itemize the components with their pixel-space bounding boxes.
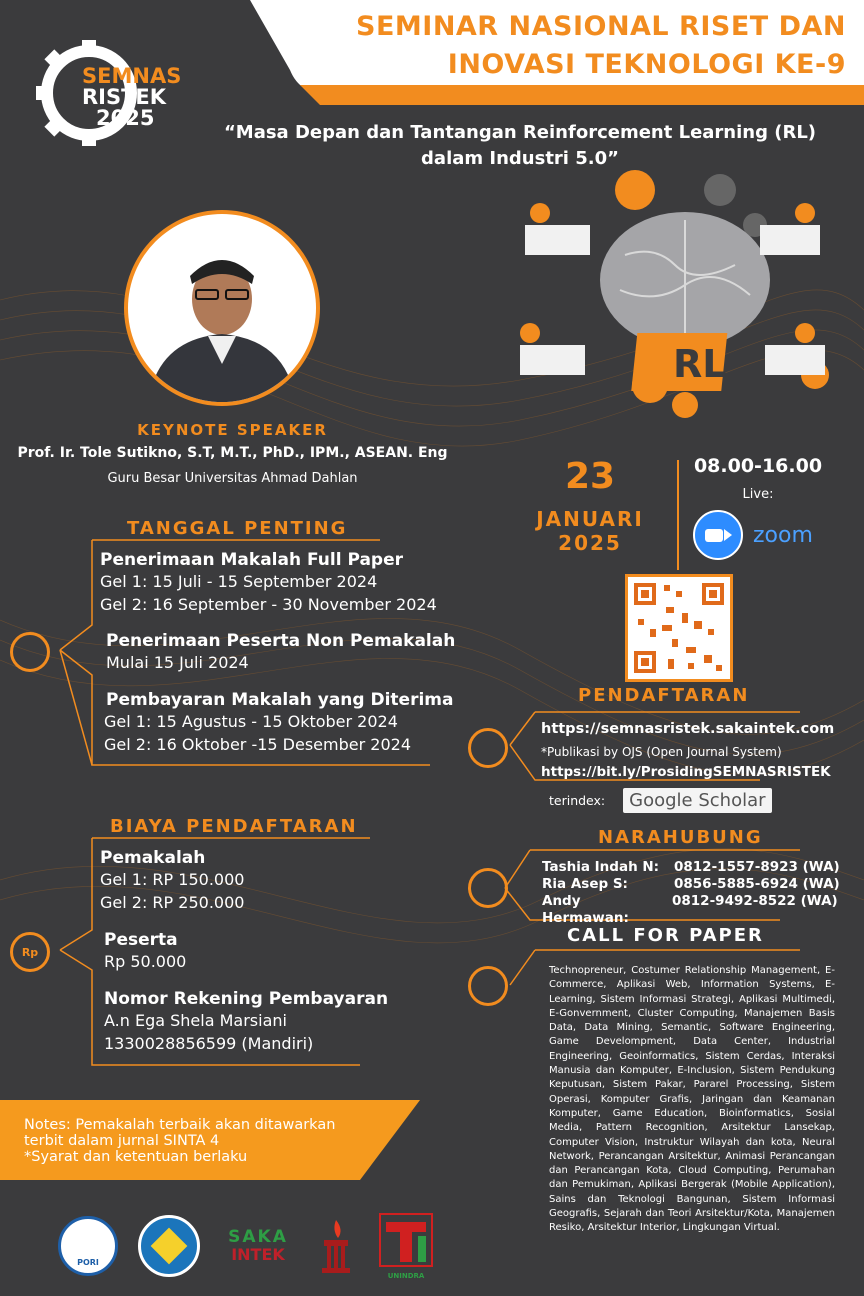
tp-item2-line1: Mulai 15 Juli 2024 <box>106 653 249 672</box>
notes-line2: terbit dalam jurnal SINTA 4 <box>24 1133 220 1149</box>
event-time: 08.00-16.00 <box>693 455 823 477</box>
speaker-silhouette <box>128 214 316 402</box>
rupiah-gear-icon <box>10 932 50 972</box>
contact2-phone[interactable]: 0856-5885-6924 (WA) <box>674 876 840 892</box>
event-month: JANUARI <box>536 507 644 531</box>
ojs-note: *Publikasi by OJS (Open Journal System) <box>541 745 782 759</box>
registration-url[interactable]: https://semnasristek.sakaintek.com <box>541 721 835 737</box>
rl-brain-illustration <box>505 165 835 420</box>
narahubung-title: NARAHUBUNG <box>598 827 763 848</box>
zoom-text: zoom <box>753 522 813 548</box>
contact1-name: Tashia Indah N: <box>542 859 660 875</box>
pendaftaran-title: PENDAFTARAN <box>578 685 750 706</box>
date-divider <box>677 460 679 570</box>
biaya-item3-line2: 1330028856599 (Mandiri) <box>104 1034 314 1053</box>
unindra-logo-text: UNINDRA <box>387 1272 425 1280</box>
zoom-logo[interactable] <box>693 510 813 560</box>
rupiah-icon-label: Rp <box>21 945 39 959</box>
biaya-item2-heading: Peserta <box>104 930 178 950</box>
logo-line3: 2025 <box>96 106 155 130</box>
semnas-emblem-logo <box>316 1216 356 1276</box>
rl-badge: RL <box>673 342 727 386</box>
live-label: Live: <box>742 487 774 502</box>
pori-logo-text: PORI <box>77 1258 99 1267</box>
saka-logo-top: SAKA <box>228 1227 288 1247</box>
contact1-phone[interactable]: 0812-1557-8923 (WA) <box>674 859 840 875</box>
tp-item3-heading: Pembayaran Makalah yang Diterima <box>106 690 454 710</box>
unindra-logo <box>376 1212 436 1280</box>
semnas-ristek-logo <box>34 38 184 148</box>
biaya-title: BIAYA PENDAFTARAN <box>110 816 358 837</box>
biaya-item1-line2: Gel 2: RP 250.000 <box>100 893 245 912</box>
tp-item2-heading: Penerimaan Peserta Non Pemakalah <box>106 631 456 651</box>
speaker-photo <box>124 210 320 406</box>
google-scholar-badge[interactable]: Google Scholar <box>623 788 771 813</box>
qr-code[interactable] <box>625 574 733 682</box>
tanggal-penting-title: TANGGAL PENTING <box>127 518 348 539</box>
biaya-item1-heading: Pemakalah <box>100 848 206 868</box>
torch-emblem-icon <box>316 1216 356 1276</box>
biaya-item2-line1: Rp 50.000 <box>104 952 187 971</box>
event-day: 23 <box>564 456 616 497</box>
calendar-gear-icon <box>10 632 50 672</box>
qr-pattern <box>628 577 730 679</box>
contact3-name: Andy Hermawan: <box>542 893 629 926</box>
globe-gear-icon <box>468 728 508 768</box>
tut-wuri-logo <box>138 1215 200 1277</box>
pori-logo <box>58 1216 118 1276</box>
tp-item3-line2: Gel 2: 16 Oktober -15 Desember 2024 <box>104 735 411 754</box>
tp-item3-line1: Gel 1: 15 Agustus - 15 Oktober 2024 <box>104 712 398 731</box>
saka-logo-bottom: INTEK <box>231 1245 285 1264</box>
unindra-emblem-icon <box>378 1212 434 1268</box>
zoom-icon <box>693 510 743 560</box>
proceeding-url[interactable]: https://bit.ly/ProsidingSEMNASRISTEK <box>541 764 831 780</box>
keynote-affiliation: Guru Besar Universitas Ahmad Dahlan <box>107 471 358 486</box>
logo-line2: RISTEK <box>82 85 167 109</box>
event-year: 2025 <box>558 531 622 555</box>
theme-line2: dalam Industri 5.0” <box>421 148 619 169</box>
phone-gear-icon <box>468 868 508 908</box>
saka-intek-logo <box>220 1228 296 1264</box>
tp-item1-line2: Gel 2: 16 September - 30 November 2024 <box>100 595 437 614</box>
biaya-item3-line1: A.n Ega Shela Marsiani <box>104 1011 287 1030</box>
document-gear-icon <box>468 966 508 1006</box>
keynote-label: KEYNOTE SPEAKER <box>137 421 328 439</box>
contact3-phone[interactable]: 0812-9492-8522 (WA) <box>672 893 838 909</box>
title-line2: INOVASI TEKNOLOGI KE-9 <box>447 49 846 80</box>
keynote-name: Prof. Ir. Tole Sutikno, S.T, M.T., PhD., IPM., ASEAN. Eng <box>17 445 448 461</box>
biaya-item1-line1: Gel 1: RP 150.000 <box>100 870 245 889</box>
call-for-paper-title: CALL FOR PAPER <box>567 925 764 946</box>
notes-line3: *Syarat dan ketentuan berlaku <box>24 1149 248 1165</box>
tp-item1-line1: Gel 1: 15 Juli - 15 September 2024 <box>100 572 378 591</box>
title-line1: SEMINAR NASIONAL RISET DAN <box>356 11 846 42</box>
biaya-item3-heading: Nomor Rekening Pembayaran <box>104 989 389 1009</box>
contact2-name: Ria Asep S: <box>542 876 628 892</box>
logo-line1: SEMNAS <box>82 64 182 88</box>
theme-line1: “Masa Depan dan Tantangan Reinforcement Learning (RL) <box>223 122 817 143</box>
cfp-topics: Technopreneur, Costumer Relationship Management, E-Commerce, Aplikasi Web, Information Systems, E-Learning, Sistem Informasi Strategi, Aplikasi Multimedi, E-Gonvernment, Cluster Computing, Manajemen Basis Data, Data Mining, Semantic, Software Engineering, Game Develompment, Data Center, Industrial Engineering, Geoinformatics, Sistem Cerdas, Interaksi Manusia dan Komputer, E-Inclusion, Sistem Pendukung Keputusan, Sistem Pakar, Pararel Processing, Sistem Operasi, Komputer Grafis, Jaringan dan Keamanan Komputer, Game Education, Bioinformatics, Sosial Media, Pattern Recognition, Arsitektur Lansekap, Computer Vision, Instruktur Wilayah dan kota, Neural Network, Perancangan Arsitektur, Animasi Perancangan dan Perancangan Kota, Cloud Computing, Perumahan dan Pemukiman, Aplikasi Bergerak (Mobile Application), Sains dan Teknologi Bangunan, Sistem Informasi Geografis, Sejarah dan Teori Arsitektur/Kota, Manajemen Resiko, Arsitektur Interior, Lingkungan Virtual. <box>549 965 835 1234</box>
notes-line1: Notes: Pemakalah terbaik akan ditawarkan <box>24 1117 336 1133</box>
indexed-label: terindex: <box>549 793 606 808</box>
tp-item1-heading: Penerimaan Makalah Full Paper <box>100 550 403 570</box>
